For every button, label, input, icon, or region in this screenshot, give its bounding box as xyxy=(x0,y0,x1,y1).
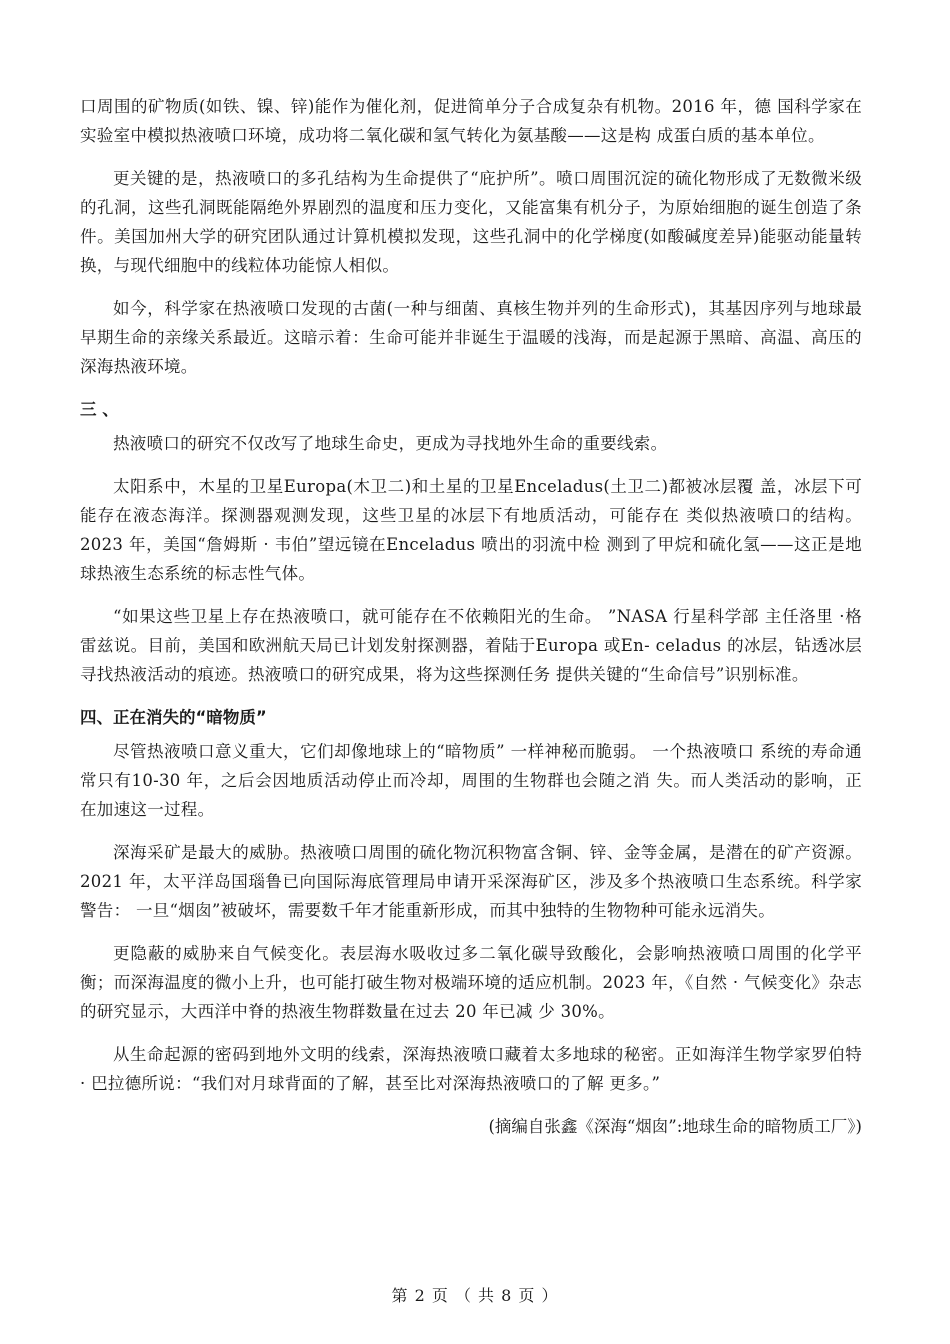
paragraph: 更隐蔽的威胁来自气候变化。表层海水吸收过多二氧化碳导致酸化，会影响热液喷口周围的化学平衡；而深海温度的微小上升，也可能打破生物对极端环境的适应机制。2023 年，《自然 · 气候变化》杂志的研究显示，大西洋中脊的热液生物群数量在过去 20 年已减 少 30%。 xyxy=(80,944,862,1021)
section-heading-3: 三 、 xyxy=(80,400,119,419)
paragraph: 太阳系中，木星的卫星Europa(木卫二)和土星的卫星Enceladus(土卫二)都被冰层覆 盖，冰层下可能存在液态海洋。探测器观测发现，这些卫星的冰层下有地质活动，可能存在 类似热液喷口的结构。2023 年，美国“詹姆斯 · 韦伯”望远镜在Enceladus 喷出的羽流中检 测到了甲烷和硫化氢——这正是地球热液生态系统的标志性气体。 xyxy=(80,477,862,583)
paragraph: 从生命起源的密码到地外文明的线索，深海热液喷口藏着太多地球的秘密。正如海洋生物学家罗伯特 · 巴拉德所说：“我们对月球背面的了解，甚至比对深海热液喷口的了解 更多。” xyxy=(80,1045,862,1093)
paragraph: 如今，科学家在热液喷口发现的古菌(一种与细菌、真核生物并列的生命形式)，其基因序列与地球最早期生命的亲缘关系最近。这暗示着：生命可能并非诞生于温暖的浅海，而是起源于黑暗、高温、高压的深海热液环境。 xyxy=(80,299,862,376)
source-citation: (摘编自张鑫《深海“烟囱”:地球生命的暗物质工厂》) xyxy=(488,1117,862,1136)
paragraph: 热液喷口的研究不仅改写了地球生命史，更成为寻找地外生命的重要线索。 xyxy=(113,434,668,453)
page-number-footer: 第 2 页 （ 共 8 页 ） xyxy=(391,1286,559,1305)
article-body xyxy=(80,92,862,1141)
paragraph: 深海采矿是最大的威胁。热液喷口周围的硫化物沉积物富含铜、锌、金等金属，是潜在的矿产资源。2021 年，太平洋岛国瑙鲁已向国际海底管理局申请开采深海矿区，涉及多个热液喷口生态系统。科学家警告： 一旦“烟囱”被破坏，需要数千年才能重新形成，而其中独特的生物物种可能永远消失。 xyxy=(80,843,862,920)
paragraph: 更关键的是，热液喷口的多孔结构为生命提供了“庇护所”。喷口周围沉淀的硫化物形成了无数微米级的孔洞，这些孔洞既能隔绝外界剧烈的温度和压力变化，又能富集有机分子，为原始细胞的诞生创造了条件。美国加州大学的研究团队通过计算机模拟发现，这些孔洞中的化学梯度(如酸碱度差异)能驱动能量转换，与现代细胞中的线粒体功能惊人相似。 xyxy=(80,169,862,275)
paragraph: “如果这些卫星上存在热液喷口，就可能存在不依赖阳光的生命。 ”NASA 行星科学部 主任洛里 ·格雷兹说。目前，美国和欧洲航天局已计划发射探测器，着陆于Europa 或En- celadus 的冰层，钻透冰层寻找热液活动的痕迹。热液喷口的研究成果，将为这些探测任务 提供关键的“生命信号”识别标准。 xyxy=(80,607,862,684)
section-heading-4: 四、正在消失的“暗物质” xyxy=(80,708,267,727)
paragraph: 尽管热液喷口意义重大，它们却像地球上的“暗物质” 一样神秘而脆弱。 一个热液喷口 系统的寿命通常只有10-30 年，之后会因地质活动停止而冷却，周围的生物群也会随之消 失。而人类活动的影响，正在加速这一过程。 xyxy=(80,742,862,819)
paragraph: 口周围的矿物质(如铁、镍、锌)能作为催化剂，促进简单分子合成复杂有机物。2016 年，德 国科学家在实验室中模拟热液喷口环境，成功将二氧化碳和氢气转化为氨基酸——这是构 成蛋白质的基本单位。 xyxy=(80,97,862,145)
